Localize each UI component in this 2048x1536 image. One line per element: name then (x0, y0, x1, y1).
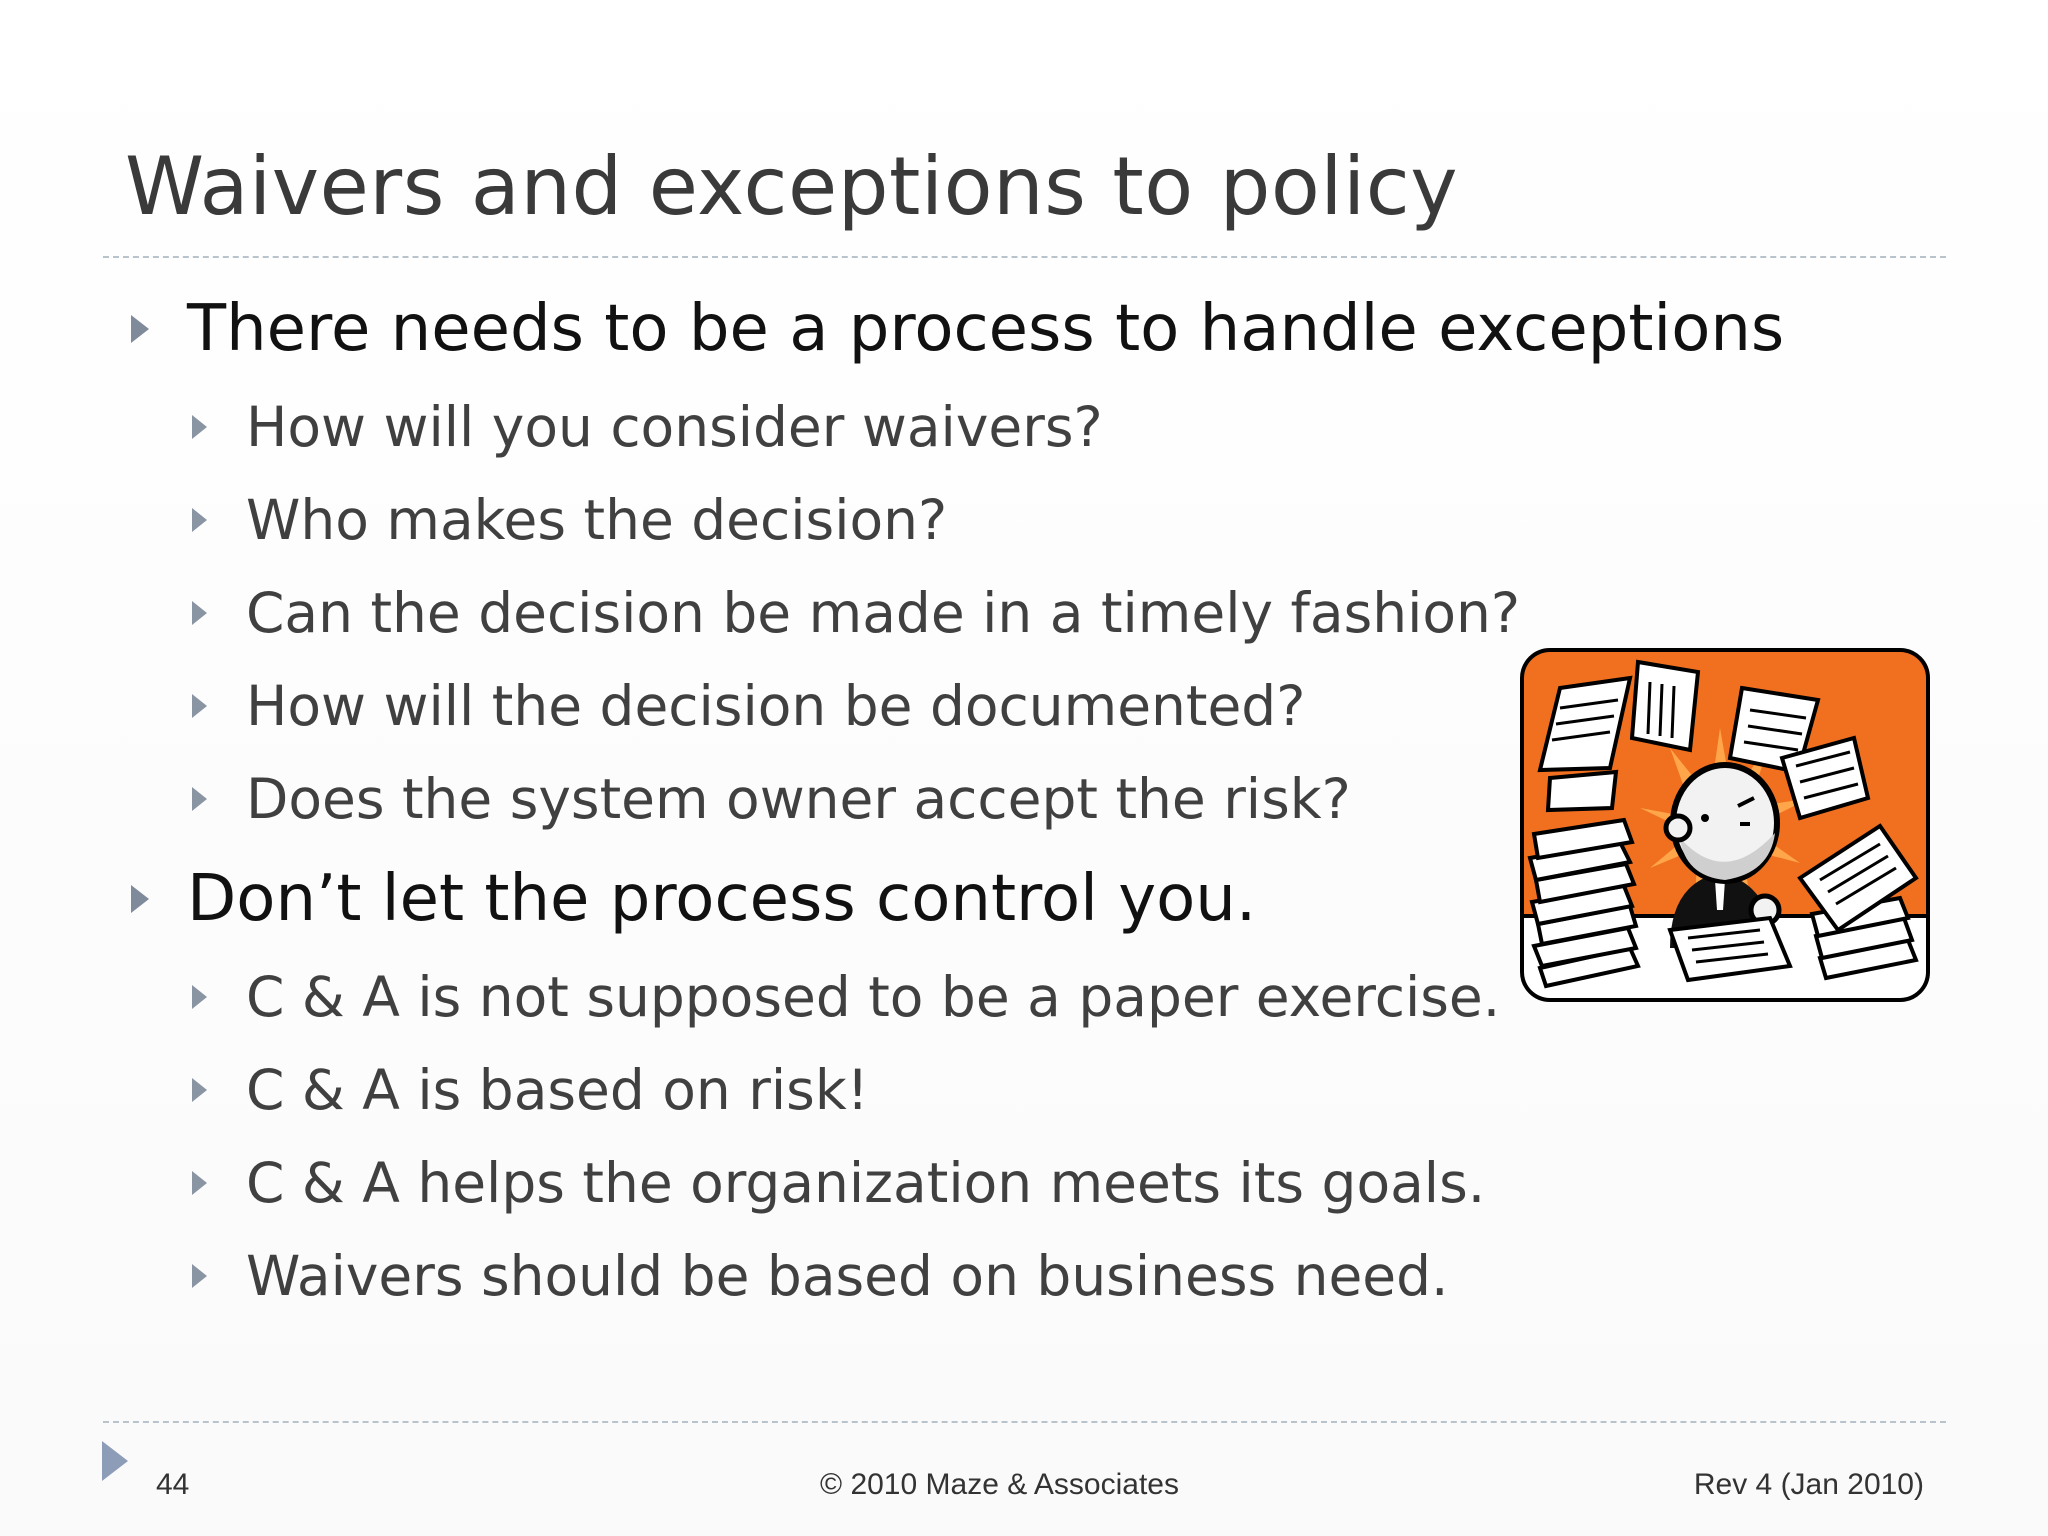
bullet-arrow-icon (192, 508, 207, 532)
bullet-level2 (188, 395, 1103, 459)
bullet-arrow-icon (131, 315, 149, 343)
bullet-text: Who makes the decision? (246, 488, 948, 552)
bullet-level2 (188, 965, 1500, 1029)
bullet-arrow-icon (192, 1078, 207, 1102)
bullet-level2 (188, 581, 1520, 645)
bullet-text: Waivers should be based on business need. (246, 1244, 1449, 1308)
bullet-level2 (188, 1058, 869, 1122)
page-number: 44 (156, 1468, 190, 1501)
footer-divider (103, 1421, 1946, 1423)
bullet-arrow-icon (192, 787, 207, 811)
bullet-arrow-icon (192, 415, 207, 439)
bullet-text: Does the system owner accept the risk? (246, 767, 1351, 831)
revision: Rev 4 (Jan 2010) (1693, 1468, 1924, 1501)
bullet-level1 (125, 292, 1784, 366)
overwhelmed-office-worker-with-papers-icon (1520, 648, 1930, 1002)
bullet-text: How will the decision be documented? (246, 674, 1306, 738)
bullet-text: C & A is based on risk! (246, 1058, 869, 1122)
bullet-arrow-icon (192, 1171, 207, 1195)
bullet-level1 (125, 862, 1256, 936)
bullet-text: C & A helps the organization meets its goals. (246, 1151, 1486, 1215)
bullet-text: Can the decision be made in a timely fashion? (246, 581, 1521, 645)
bullet-level2 (188, 1244, 1449, 1308)
copyright: © 2010 Maze & Associates (820, 1468, 1179, 1501)
bullet-arrow-icon (131, 885, 149, 913)
bullet-level2 (188, 767, 1351, 831)
bullet-arrow-icon (192, 1264, 207, 1288)
bullet-text: How will you consider waivers? (246, 395, 1103, 459)
bullet-level2 (188, 1151, 1485, 1215)
bullet-arrow-icon (192, 601, 207, 625)
bullet-text: C & A is not supposed to be a paper exercise. (246, 965, 1501, 1029)
footer-arrow-icon (102, 1441, 128, 1481)
slide-title: Waivers and exceptions to policy (125, 140, 1459, 233)
bullet-arrow-icon (192, 985, 207, 1009)
bullet-text: Don’t let the process control you. (187, 862, 1257, 936)
bullet-arrow-icon (192, 694, 207, 718)
bullet-level2 (188, 674, 1305, 738)
bullet-text: There needs to be a process to handle exceptions (187, 292, 1785, 366)
bullet-level2 (188, 488, 947, 552)
